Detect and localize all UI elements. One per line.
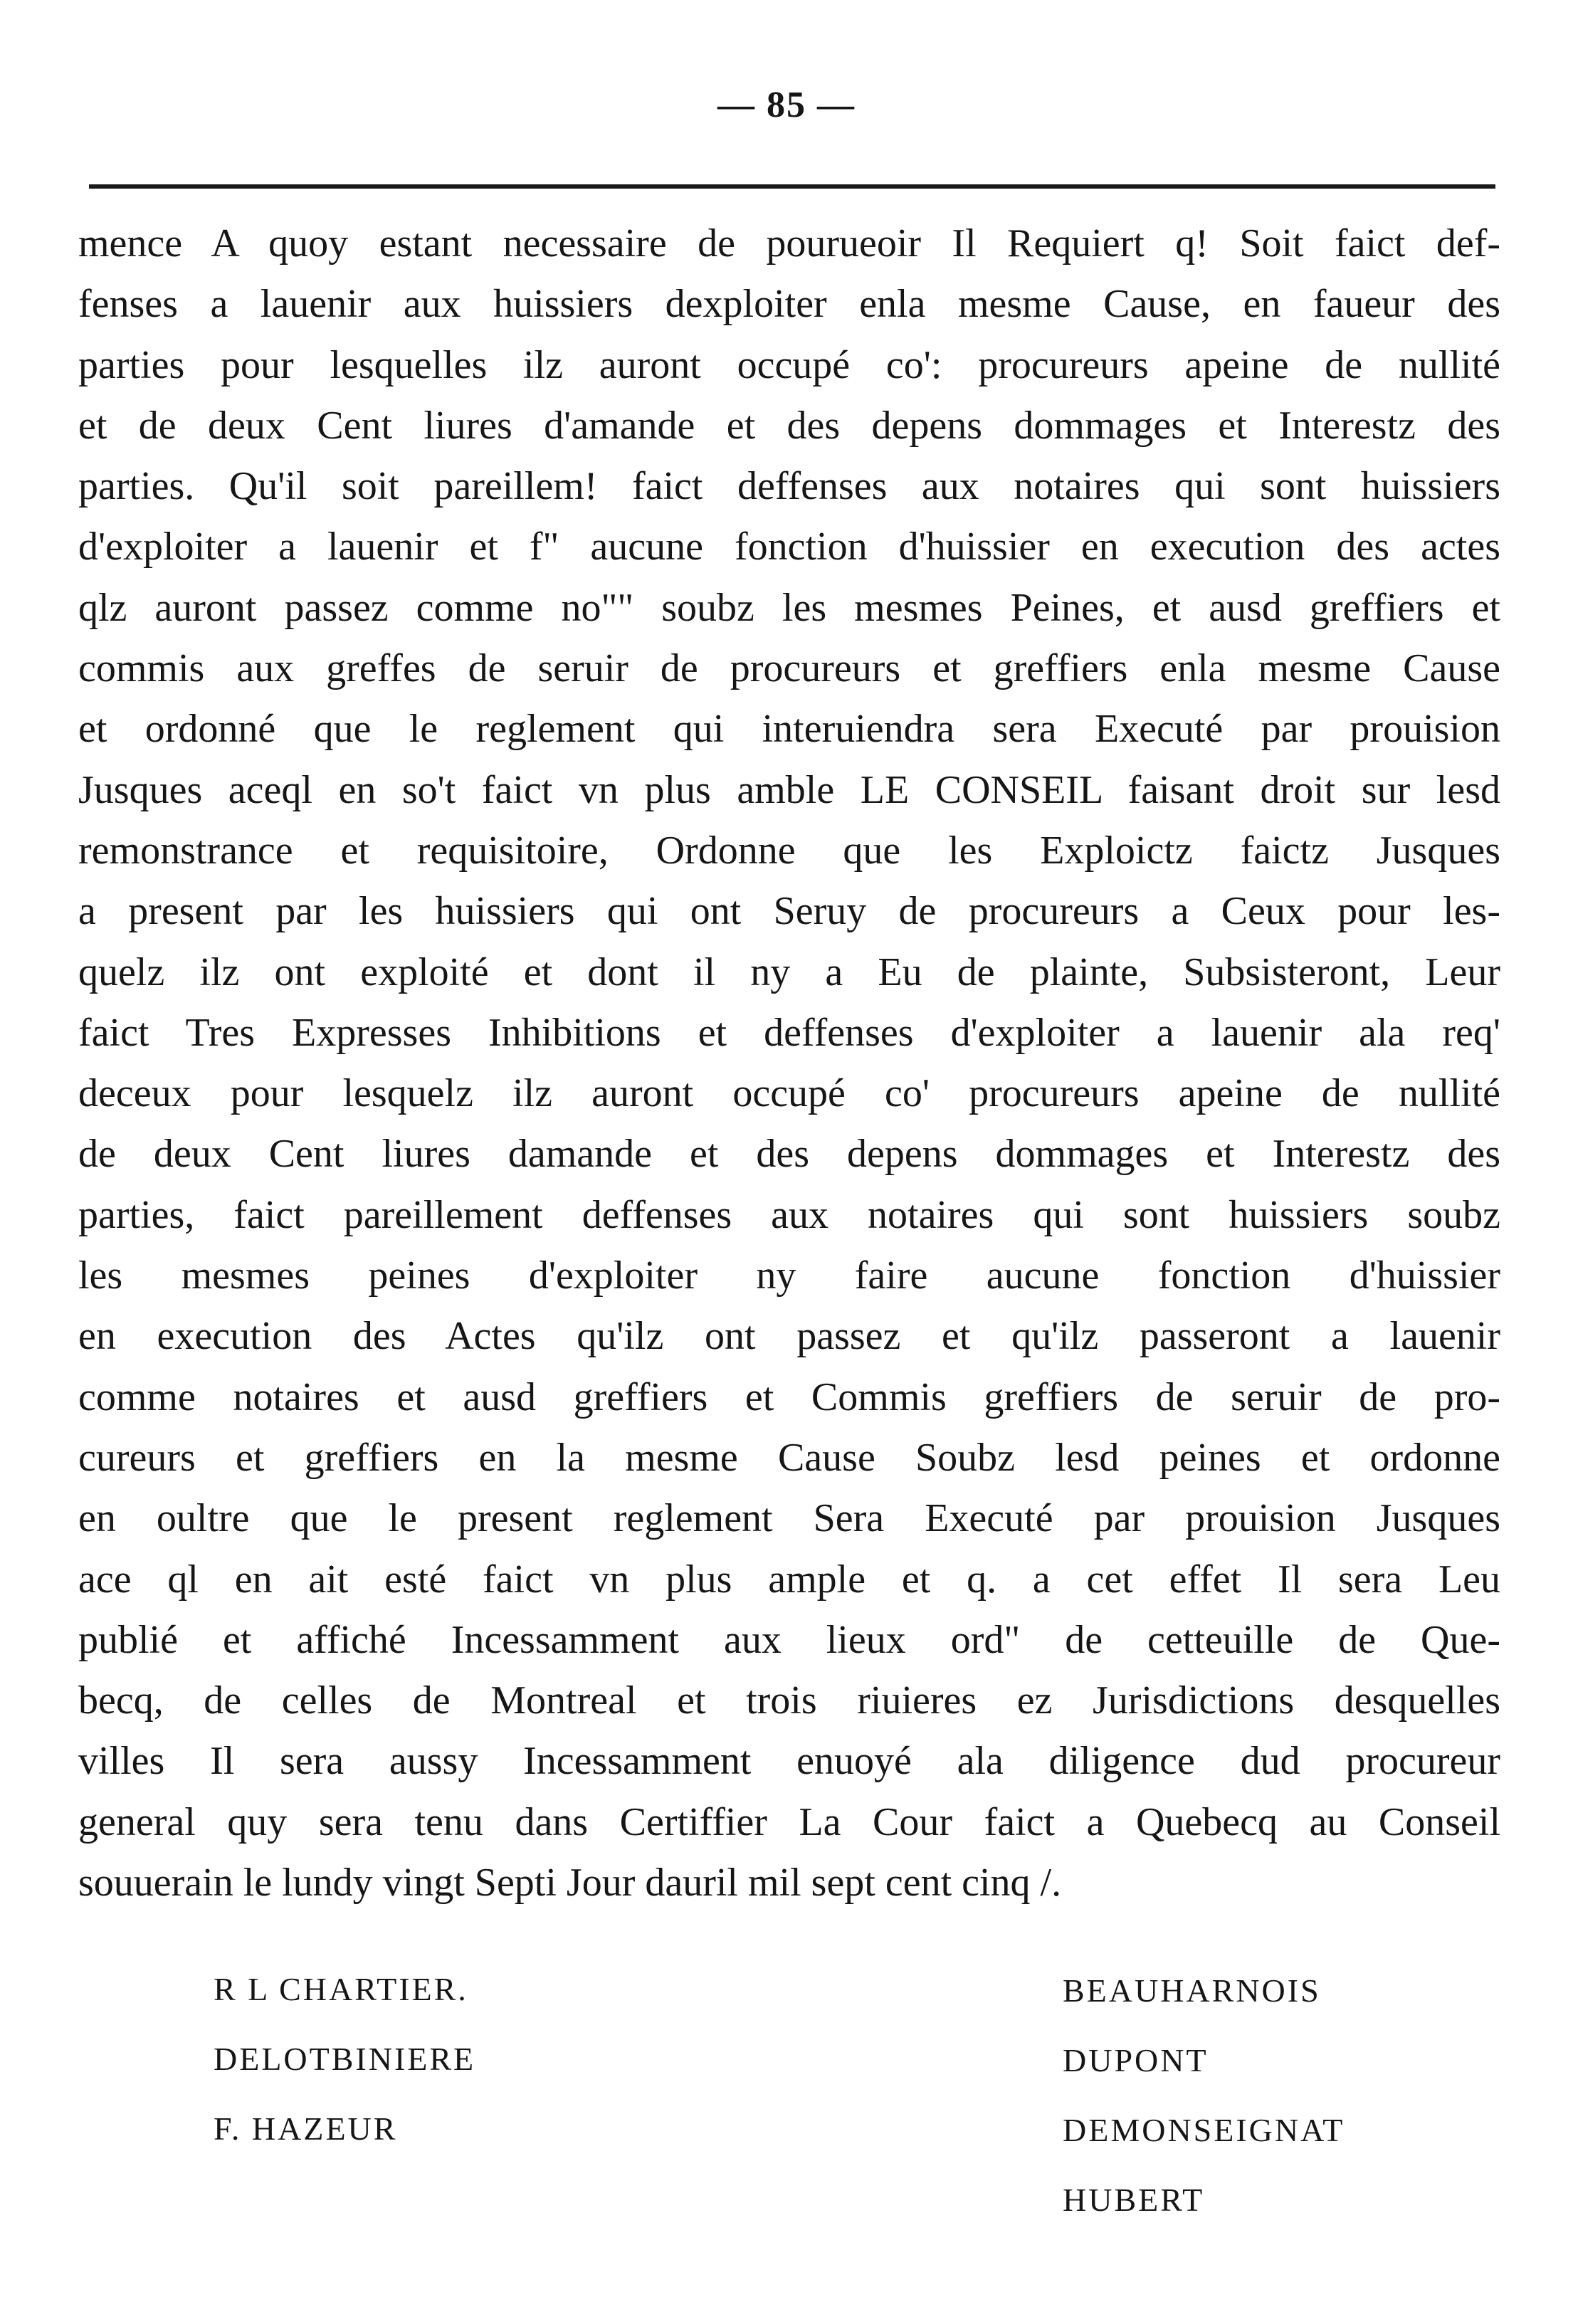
text-line: et de deux Cent liures d'amande et des depens dommages et Interestz des bbox=[78, 403, 1500, 448]
signature-hubert: HUBERT bbox=[1063, 2182, 1205, 2218]
text-line: publié et affiché Incessamment aux lieux ord" de cetteuille de Que- bbox=[78, 1617, 1500, 1662]
page-number: — 85 — bbox=[717, 85, 856, 125]
text-line: d'exploiter a lauenir et f" aucune fonction d'huissier en execution des actes bbox=[78, 525, 1500, 569]
signature-demonseignat: DEMONSEIGNAT bbox=[1063, 2112, 1345, 2148]
text-line: parties, faict pareillement deffenses aux notaires qui sont huissiers soubz bbox=[78, 1192, 1500, 1237]
text-line: cureurs et greffiers en la mesme Cause Soubz lesd peines et ordonne bbox=[78, 1435, 1500, 1480]
text-line: quelz ilz ont exploité et dont il ny a Eu de plainte, Subsisteront, Leur bbox=[78, 950, 1500, 994]
text-line: ace ql en ait esté faict vn plus ample et q. a cet effet Il sera Leu bbox=[78, 1557, 1500, 1602]
signature-chartier: R L CHARTIER. bbox=[214, 1971, 468, 2007]
text-line: deceux pour lesquelz ilz auront occupé co' procureurs apeine de nullité bbox=[78, 1071, 1500, 1116]
text-line: en oultre que le present reglement Sera Executé par prouision Jusques bbox=[78, 1496, 1500, 1541]
text-line: Jusques aceql en so't faict vn plus amble LE CONSEIL faisant droit sur lesd bbox=[78, 767, 1500, 812]
signature-dupont: DUPONT bbox=[1063, 2042, 1209, 2078]
header-rule bbox=[89, 184, 1495, 189]
text-line: fenses a lauenir aux huissiers dexploiter enla mesme Cause, en faueur des bbox=[78, 282, 1500, 327]
body-text bbox=[78, 214, 1500, 1913]
text-line: souuerain le lundy vingt Septi Jour dauril mil sept cent cinq /. bbox=[78, 1861, 1062, 1905]
text-line: a present par les huissiers qui ont Seruy de procureurs a Ceux pour les- bbox=[78, 889, 1500, 934]
signature-delotbiniere: DELOTBINIERE bbox=[214, 2041, 476, 2077]
text-line: les mesmes peines d'exploiter ny faire aucune fonction d'huissier bbox=[78, 1253, 1500, 1298]
text-line: villes Il sera aussy Incessamment enuoyé ala diligence dud procureur bbox=[78, 1739, 1500, 1784]
text-line: mence A quoy estant necessaire de pourueoir Il Requiert q! Soit faict def- bbox=[78, 221, 1500, 265]
text-line: qlz auront passez comme no"" soubz les mesmes Peines, et ausd greffiers et bbox=[78, 585, 1500, 630]
text-line: faict Tres Expresses Inhibitions et deffenses d'exploiter a lauenir ala req' bbox=[78, 1010, 1500, 1055]
text-line: general quy sera tenu dans Certiffier La Cour faict a Quebecq au Conseil bbox=[78, 1799, 1500, 1844]
text-line: comme notaires et ausd greffiers et Commis greffiers de seruir de pro- bbox=[78, 1374, 1500, 1419]
signature-hazeur: F. HAZEUR bbox=[214, 2110, 398, 2147]
text-line: parties pour lesquelles ilz auront occupé co': procureurs apeine de nullité bbox=[78, 342, 1500, 387]
text-line: de deux Cent liures damande et des depens dommages et Interestz des bbox=[78, 1132, 1500, 1177]
text-line: en execution des Actes qu'ilz ont passez et qu'ilz passeront a lauenir bbox=[78, 1314, 1500, 1359]
text-line: becq, de celles de Montreal et trois riuieres ez Jurisdictions desquelles bbox=[78, 1678, 1500, 1723]
text-line: parties. Qu'il soit pareillem! faict deffenses aux notaires qui sont huissiers bbox=[78, 464, 1500, 509]
text-line: commis aux greffes de seruir de procureurs et greffiers enla mesme Cause bbox=[78, 646, 1500, 691]
signature-beauharnois: BEAUHARNOIS bbox=[1063, 1972, 1321, 2009]
text-line: et ordonné que le reglement qui interuiendra sera Executé par prouision bbox=[78, 707, 1500, 752]
text-line: remonstrance et requisitoire, Ordonne que les Exploictz faictz Jusques bbox=[78, 828, 1500, 873]
